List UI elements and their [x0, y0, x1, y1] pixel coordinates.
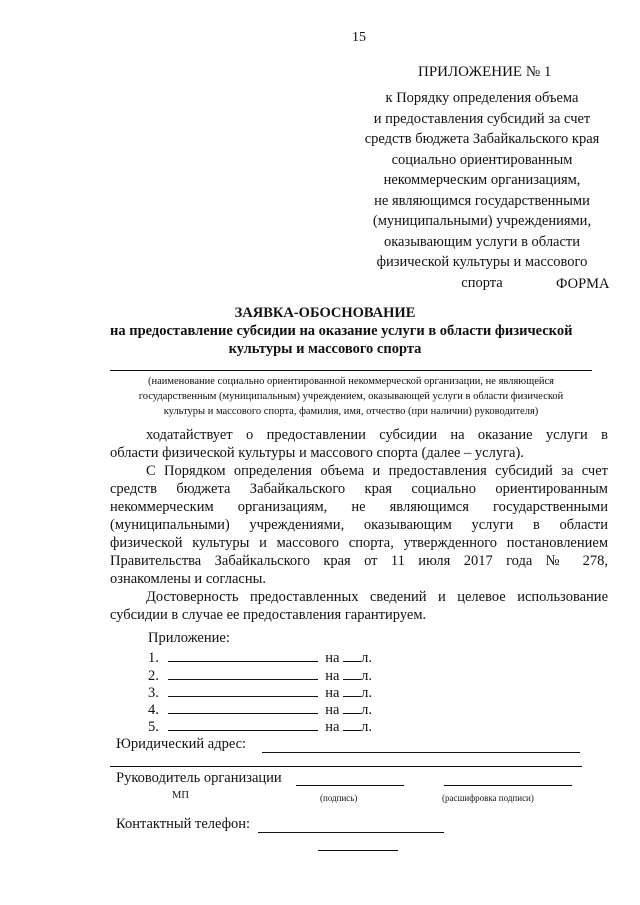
attachments-label: Приложение:: [148, 630, 230, 646]
attachment-sheets-label: л.: [361, 668, 372, 684]
contact-phone-field[interactable]: [258, 832, 444, 833]
signature-field[interactable]: [296, 785, 404, 786]
appendix-line: социально ориентированным: [391, 151, 573, 168]
signature-decode-caption: (расшифровка подписи): [442, 793, 534, 803]
attachment-on-label: на: [325, 702, 340, 718]
attachment-number: 4.: [148, 702, 159, 718]
paragraph-line: С Порядком определения объема и предоставления субсидий за счет: [146, 463, 608, 479]
contact-phone-label: Контактный телефон:: [116, 816, 251, 832]
attachment-number: 2.: [148, 668, 159, 684]
attachment-title-field[interactable]: [168, 649, 318, 662]
paragraph-line: физической культуры и массового спорта, утвержденного постановлением: [110, 535, 608, 551]
appendix-line: средств бюджета Забайкальского края: [364, 131, 600, 147]
attachment-sheets-field[interactable]: [343, 701, 361, 714]
attachment-sheets-label: л.: [361, 650, 372, 666]
appendix-line: оказывающим услуги в области: [383, 233, 581, 250]
end-rule: [318, 850, 398, 851]
attachment-row: [148, 718, 372, 736]
attachment-on-label: на: [325, 685, 340, 701]
attachment-on-label: на: [325, 668, 340, 684]
attachment-sheets-label: л.: [361, 719, 372, 735]
attachment-on-label: на: [325, 719, 340, 735]
appendix-line: и предоставления субсидий за счет: [373, 110, 591, 127]
attachment-number: 3.: [148, 685, 159, 701]
attachment-on-label: на: [325, 650, 340, 666]
attachment-title-field[interactable]: [168, 667, 318, 680]
attachment-row: [148, 701, 372, 719]
org-name-line: [110, 370, 592, 371]
appendix-line: не являющимся государственными: [374, 192, 590, 209]
attachment-sheets-field[interactable]: [343, 649, 361, 662]
document-title: [110, 304, 573, 358]
paragraph-line: области физической культуры и массового спорта (далее – услуга).: [110, 445, 524, 461]
paragraph-line: ходатайствует о предоставлении субсидии на оказание услуги в: [146, 427, 608, 443]
attachment-title-field[interactable]: [168, 701, 318, 714]
org-name-note: [110, 374, 592, 419]
appendix-line: к Порядку определения объема: [385, 90, 579, 106]
paragraph-line: ознакомлены и согласны.: [110, 571, 266, 587]
note-line: культуры и массового спорта, фамилия, имя, отчество (при наличии) руководителя): [163, 406, 539, 417]
note-line: государственным (муниципальным) учреждением, оказывающей услуги в области физической: [138, 391, 564, 402]
paragraph-line: средств бюджета Забайкальского края социально ориентированным: [110, 481, 608, 497]
appendix-line: физической культуры и массового: [376, 254, 588, 270]
legal-address-field[interactable]: [262, 752, 580, 753]
attachment-sheets-field[interactable]: [343, 667, 361, 680]
attachment-title-field[interactable]: [168, 718, 318, 731]
form-label: ФОРМА: [556, 276, 610, 292]
paragraph-line: Правительства Забайкальского края от 11 июля 2017 года № 278,: [110, 553, 608, 569]
paragraph-line: Достоверность предоставленных сведений и целевое использование: [146, 589, 608, 605]
attachment-number: 5.: [148, 719, 159, 735]
appendix-title: ПРИЛОЖЕНИЕ № 1: [418, 64, 552, 80]
attachment-sheets-field[interactable]: [343, 718, 361, 731]
stamp-label: МП: [172, 790, 189, 801]
paragraph-line: субсидии в случае ее предоставления гарантируем.: [110, 607, 427, 623]
document-title-main: ЗАЯВКА-ОБОСНОВАНИЕ: [234, 305, 416, 321]
appendix-line: некоммерческим организациям,: [383, 172, 581, 188]
attachment-number: 1.: [148, 650, 159, 666]
signature-caption: (подпись): [320, 793, 358, 803]
note-line: (наименование социально ориентированной некоммерческой организации, не являющейся: [147, 376, 555, 387]
attachment-row: [148, 649, 372, 667]
paragraph-line: некоммерческим организациям, не являющимся государственными: [110, 499, 608, 515]
document-title-line: на предоставление субсидии на оказание услуги в области физической: [110, 323, 573, 339]
appendix-line: спорта: [461, 274, 503, 291]
paragraph-line: (муниципальными) учреждениями, оказывающим услуги в области: [110, 517, 608, 533]
appendix-subtitle: [346, 88, 618, 293]
document-title-line: культуры и массового спорта: [228, 341, 422, 357]
legal-address-label: Юридический адрес:: [116, 736, 247, 752]
signature-decode-field[interactable]: [444, 785, 572, 786]
appendix-line: (муниципальными) учреждениями,: [372, 213, 592, 229]
attachment-sheets-field[interactable]: [343, 684, 361, 697]
head-of-organization-label: Руководитель организации: [116, 770, 282, 786]
paragraph-acknowledgement: [110, 462, 608, 588]
attachment-title-field[interactable]: [168, 684, 318, 697]
attachment-row: [148, 667, 372, 685]
attachment-sheets-label: л.: [361, 685, 372, 701]
paragraph-guarantee: [110, 588, 608, 624]
attachment-row: [148, 684, 372, 702]
attachment-sheets-label: л.: [361, 702, 372, 718]
paragraph-request: [110, 426, 608, 462]
legal-address-field-2[interactable]: [110, 766, 582, 767]
page-number: 15: [352, 30, 366, 45]
